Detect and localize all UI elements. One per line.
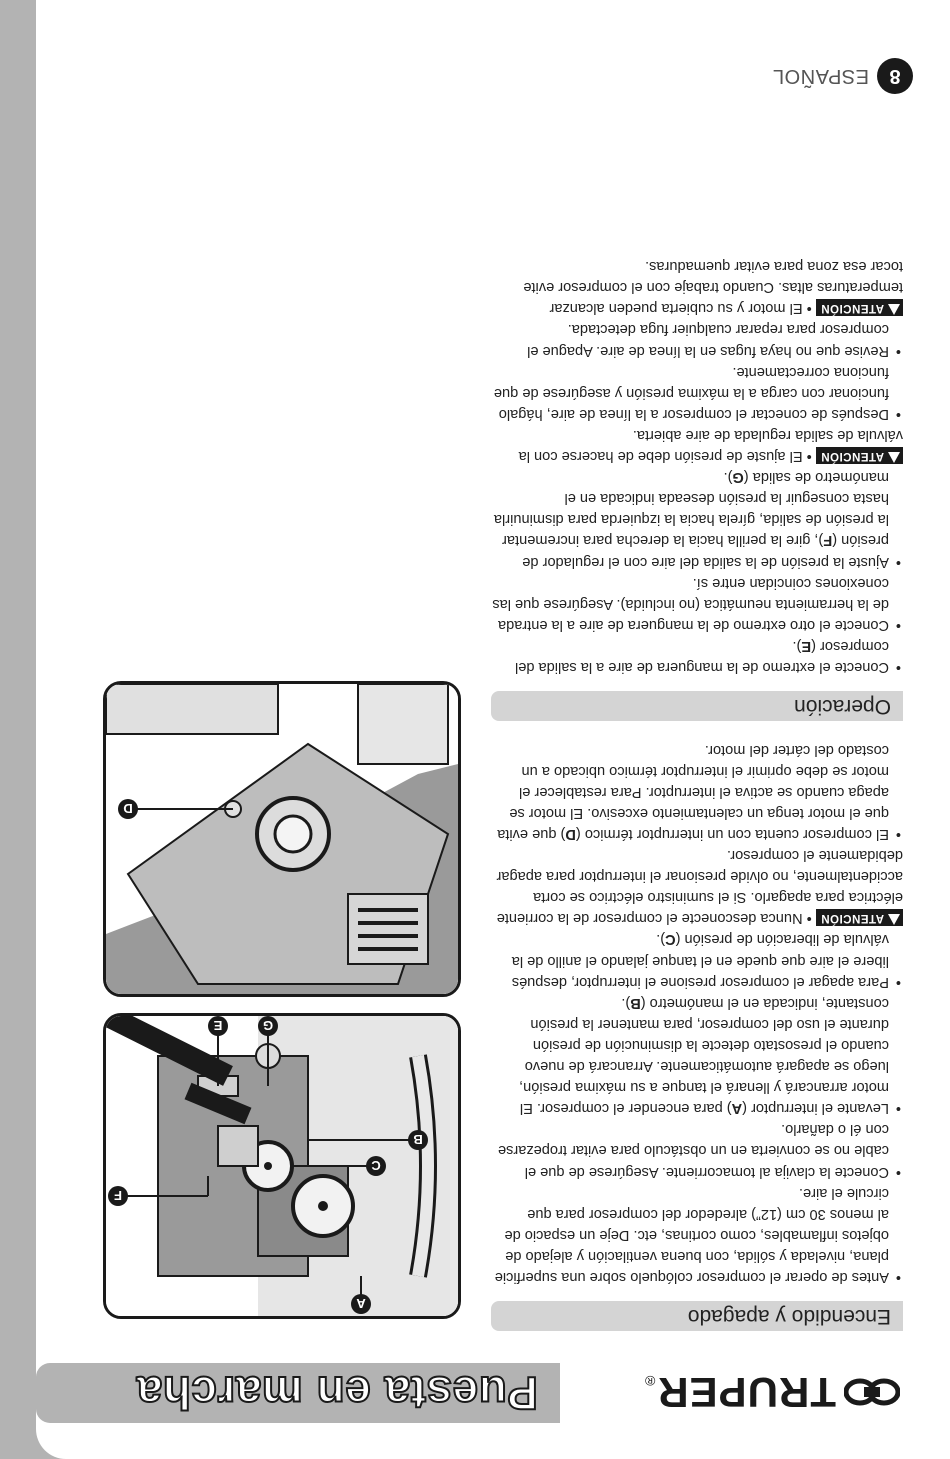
warning-icon [888, 914, 900, 925]
side-bar [0, 0, 36, 1459]
text-run: ) que evita que el motor tenga un calentamiento excesivo. El motor se apaga cuando se activa el interruptor. Para restablecer el motor se debe oprimir el interruptor térmico ubicado a un costado del cárter del motor. [497, 741, 889, 843]
part-reference-letter: B [630, 994, 641, 1011]
bullet-item [491, 572, 903, 635]
text-run: • El ajuste de presión debe de hacerse con la válvula de salida regulada de aire abierta. [518, 426, 903, 465]
brand-logo [645, 1367, 900, 1417]
text-run: Ajuste la presión de la salida del aire con el regulador de presión ( [522, 532, 889, 570]
section-body [491, 739, 903, 1287]
text-run: ). [621, 994, 631, 1011]
part-reference-letter: A [731, 1100, 743, 1117]
svg-text:A: A [356, 1296, 366, 1311]
text-run: El compresor cuenta con un interruptor térmico ( [575, 826, 889, 843]
svg-text:C: C [371, 1158, 381, 1173]
bullet-item [491, 992, 903, 1119]
section-heading: Operación [491, 691, 903, 721]
text-run: Para apagar el compresor presione el interruptor, después libere el aire que quede en el tanque jalando el anillo de la válvula de liberación de presión ( [511, 931, 889, 990]
text-run: Antes de operar el compresor colóquelo sobre una superficie plana, nivelada y sólida, con buena ventilación y alejado de objetos inflamables, como cortinas, etc. Deje un espacio de al menos 30 cm (12”) alrededor del compresor para que circule el aire. [494, 1184, 889, 1285]
warning-badge [816, 299, 903, 316]
text-run: • El motor y su cubierta pueden alcanzar temperaturas altas. Cuando trabaje con el compresor evite tocar esa zona para evitar quemaduras. [523, 258, 903, 317]
bullet-item [491, 635, 903, 677]
section-operacion [491, 255, 903, 721]
svg-text:F: F [114, 1188, 122, 1203]
text-run: ) para encender el compresor. El motor arrancará y llenará el tanque a su máxima presión, luego se apagará automáticamente. Arrancará de nuevo cuando el presostato detecte la disminución de presión durante el uso del compresor, para mantener la presión constante, indicada en el manómetro ( [519, 994, 889, 1117]
text-run: ). [792, 637, 802, 654]
text-run: Después de conectar el compresor a la línea de aire, hágalo funcionar con carga a la máxima presión y asegúrese de que funciona correctamente. [493, 363, 889, 422]
text-run: Revise que no haya fugas en la línea de aire. Apague el compresor para reparar cualquier fuga detectada. [527, 321, 889, 359]
text-run: ), gire la perilla hacia la derecha para incrementar la presión de salida, gírela hacia la izquierda para disminuirla hasta conseguir la presión deseada indicada en el manómetro de salida ( [493, 469, 889, 549]
warning-label: ATENCIÓN [820, 450, 884, 463]
page-number: 8 [877, 58, 913, 94]
registered-mark: ® [644, 1373, 656, 1389]
warning-paragraph [491, 255, 903, 318]
warning-label: ATENCIÓN [820, 912, 884, 925]
section-heading: Encendido y apagado [491, 1301, 903, 1331]
part-reference-letter: G [732, 469, 744, 486]
warning-icon [888, 452, 900, 463]
svg-text:G: G [262, 1018, 274, 1033]
warning-paragraph [491, 424, 903, 466]
figure-thermal-switch [103, 681, 461, 997]
warning-badge [816, 447, 903, 464]
bullet-item [491, 361, 903, 424]
bullet-item [491, 1182, 903, 1287]
page-footer [773, 58, 914, 94]
text-run: Levante el interruptor ( [742, 1100, 889, 1117]
text-run: ). [656, 931, 666, 948]
title-banner [36, 1363, 560, 1423]
part-reference-letter: C [665, 931, 676, 948]
warning-label: ATENCIÓN [820, 302, 884, 315]
brand-name: TRUPER [657, 1369, 836, 1416]
control-panel-illustration [106, 1016, 458, 1316]
part-reference-letter: D [565, 826, 576, 843]
bullet-item [491, 739, 903, 844]
warning-icon [888, 304, 900, 315]
section-encendido [491, 739, 903, 1331]
text-run: Conecte la clavija al tomacorriente. Asegúrese de que el cable no se convierta en un obstáculo para evitar tropezarse con él o dañarlo. [497, 1121, 889, 1180]
figure-control-panel [103, 1013, 461, 1319]
bullet-item [491, 466, 903, 571]
page-title: Puesta en marcha [136, 1367, 538, 1419]
bullet-item [491, 318, 903, 360]
svg-text:B: B [413, 1132, 423, 1147]
text-run: • Nunca desconecte el compresor de la corriente eléctrica para apagarlo. Si el suministro eléctrico se corta accidentalmente, no olvide presionar el interruptor para apagar debidamente el compresor. [496, 847, 903, 927]
warning-badge [816, 909, 903, 926]
part-reference-letter: F [823, 532, 833, 549]
svg-text:E: E [213, 1018, 223, 1033]
bullet-item [491, 928, 903, 991]
section-body [491, 255, 903, 677]
text-run: ). [723, 469, 733, 486]
language-label: ESPAÑOL [772, 65, 869, 88]
svg-text:D: D [123, 801, 133, 816]
part-reference-letter: E [801, 637, 812, 654]
warning-paragraph [491, 844, 903, 928]
text-run: Conecte el otro extremo de la manguera de aire a la entrada de la herramienta neumática (no incluida). Asegúrese que las conexiones coincidan entre sí. [492, 574, 889, 633]
truper-logo-icon [844, 1378, 900, 1406]
motor-illustration [106, 684, 458, 994]
text-run: Conecte el extremo de la manguera de aire a la salida del compresor ( [515, 637, 889, 675]
bullet-item [491, 1118, 903, 1181]
